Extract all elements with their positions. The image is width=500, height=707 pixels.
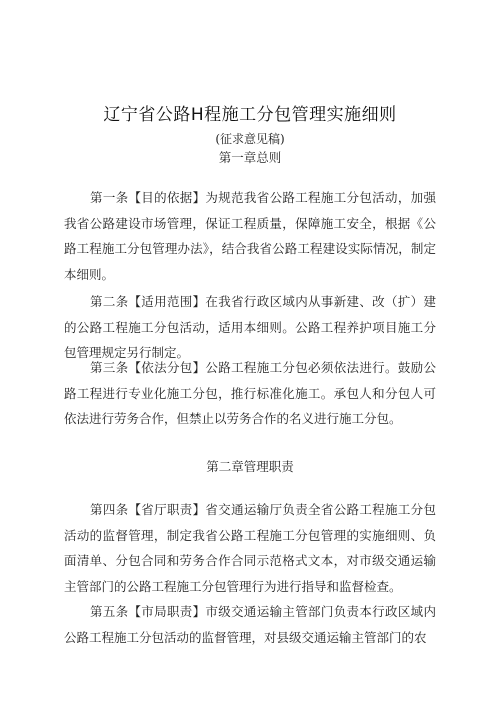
article-1 xyxy=(64,185,436,287)
article-5 xyxy=(64,599,436,650)
article-4 xyxy=(64,497,436,599)
chapter-heading-2: 第二章管理职责 xyxy=(206,459,294,474)
article-3 xyxy=(64,355,436,432)
chapter-heading-1: 第一章总则 xyxy=(218,150,282,165)
article-text: 第五条【市局职责】市级交通运输主管部门负责本行政区域内公路工程施工分包活动的监督管理，对县级交通运输主管部门的农 xyxy=(64,604,436,645)
article-text: 第四条【省厅职责】省交通运输厅负责全省公路工程施工分包活动的监督管理，制定我省公路工程施工分包管理的实施细则、负面清单、分包合同和劳务合作合同示范格式文本，对市级交通运输主管部门的公路工程施工分包管理行为进行指导和监督检查。 xyxy=(64,502,436,594)
document-title: 辽宁省公路H程施工分包管理实施细则 xyxy=(103,105,397,125)
article-text: 第三条【依法分包】公路工程施工分包必须依法进行。鼓励公路工程进行专业化施工分包，推行标准化施工。承包人和分包人可依法进行劳务合作，但禁止以劳务合作的名义进行施工分包。 xyxy=(64,360,436,427)
document-subtitle: (征求意见稿) xyxy=(215,132,285,146)
article-text: 第二条【适用范围】在我省行政区域内从事新建、改（扩）建的公路工程施工分包活动，适用本细则。公路工程养护项目施工分包管理规定另行制定。 xyxy=(64,294,436,361)
article-text: 第一条【目的依据】为规范我省公路工程施工分包活动，加强我省公路建设市场管理，保证工程质量，保障施工安全，根据《公路工程施工分包管理办法》，结合我省公路工程建设实际情况，制定本细则。 xyxy=(64,190,436,282)
